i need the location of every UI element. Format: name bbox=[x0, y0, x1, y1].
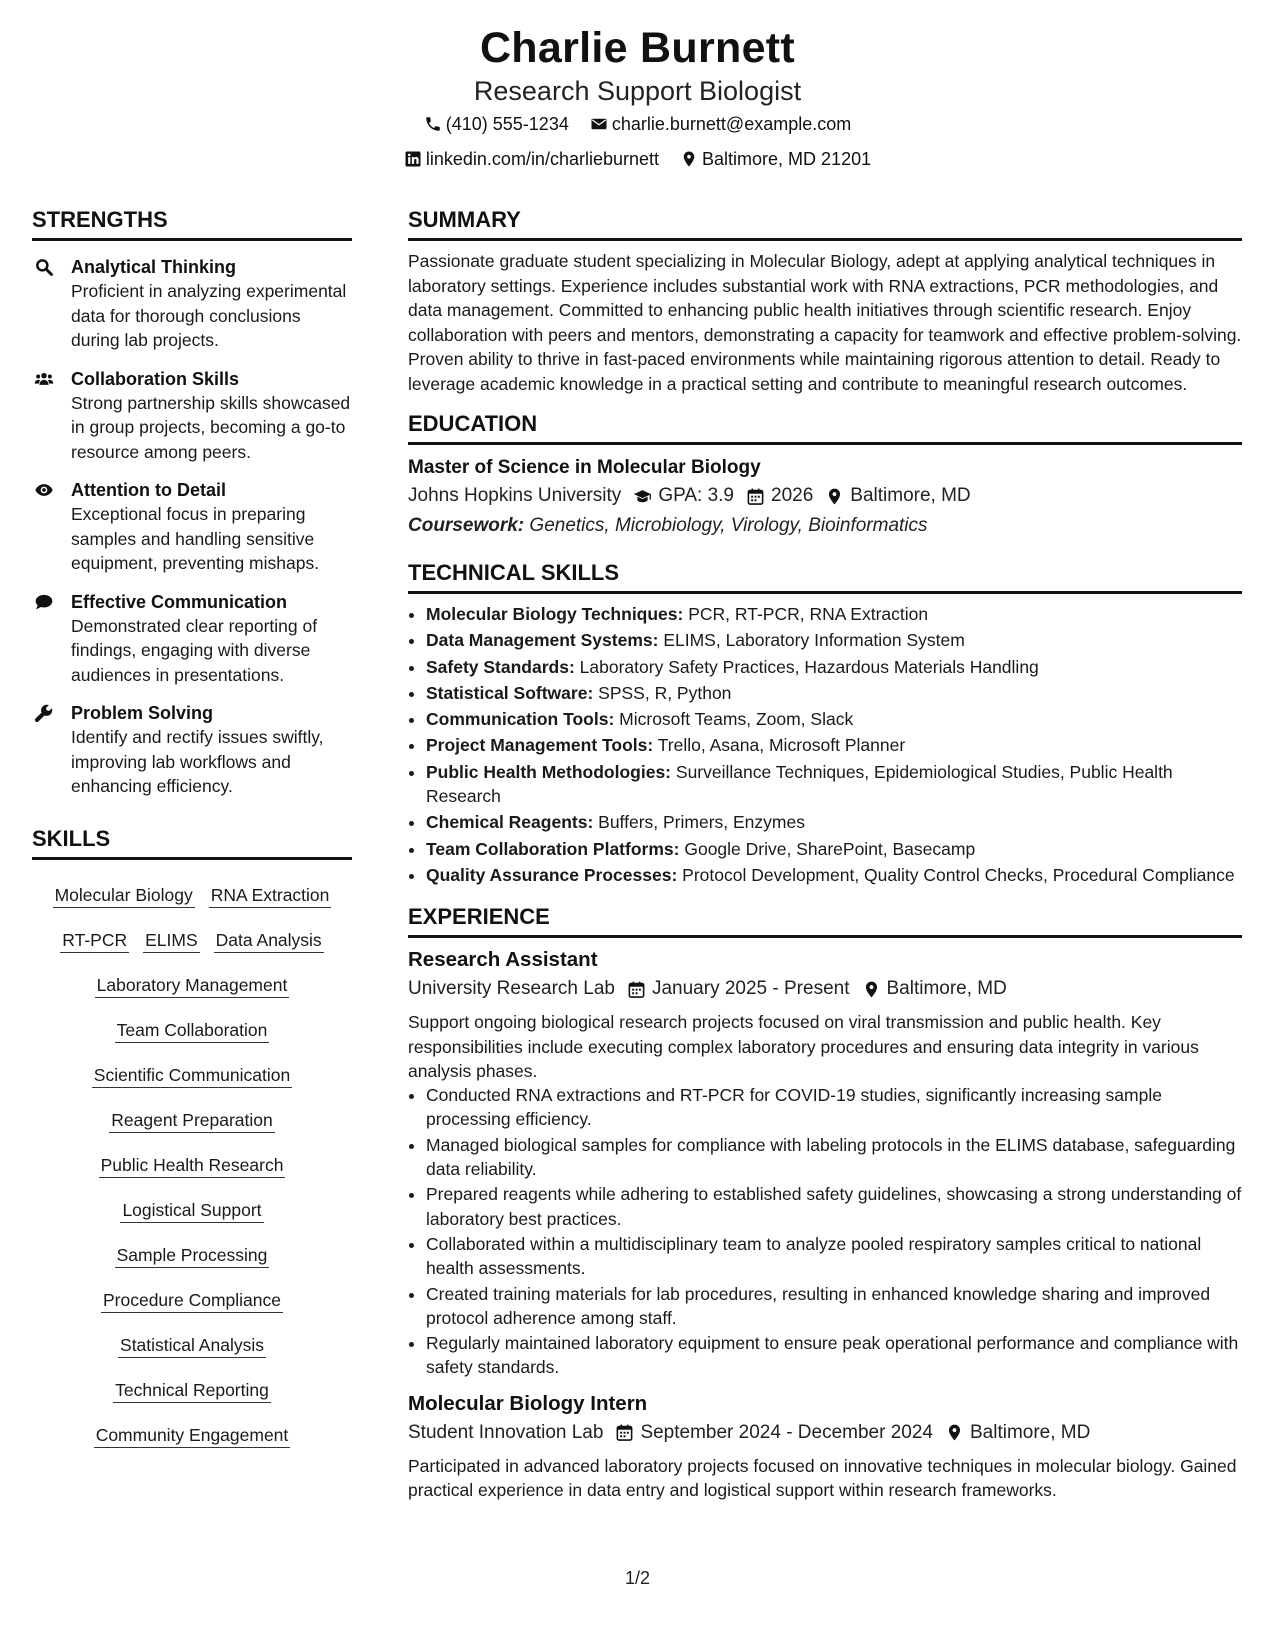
skills-row bbox=[32, 1414, 352, 1459]
job-dates: September 2024 - December 2024 bbox=[640, 1421, 933, 1443]
envelope-icon bbox=[590, 115, 608, 133]
skills-row bbox=[32, 874, 352, 919]
skills-section bbox=[32, 825, 352, 1459]
skill-category: Public Health Methodologies: bbox=[426, 761, 672, 782]
search-icon bbox=[34, 257, 54, 277]
skill-chip: Data Analysis bbox=[214, 928, 324, 953]
job-dates: January 2025 - Present bbox=[651, 978, 850, 1000]
list-item bbox=[426, 733, 1242, 757]
email-contact[interactable] bbox=[590, 108, 851, 140]
strength-desc: Identify and rectify issues swiftly, improving lab workflows and enhancing efficiency. bbox=[71, 727, 324, 796]
skills-row bbox=[32, 1099, 352, 1144]
skills-row bbox=[32, 1324, 352, 1369]
summary-heading: SUMMARY bbox=[408, 206, 1242, 241]
phone-contact[interactable] bbox=[424, 108, 569, 140]
list-item: • Prepared reagents while adhering to established safety guidelines, showcasing a strong understanding of laboratory best practices. bbox=[426, 1182, 1242, 1231]
skill-chip: ELIMS bbox=[143, 928, 200, 953]
contact-line-1 bbox=[0, 108, 1275, 143]
list-item bbox=[426, 655, 1242, 679]
skill-chip: Reagent Preparation bbox=[109, 1108, 275, 1133]
skill-values: ELIMS, Laboratory Information System bbox=[663, 630, 965, 651]
strength-item bbox=[32, 701, 352, 799]
skill-values: Google Drive, SharePoint, Basecamp bbox=[684, 838, 976, 859]
skills-heading: SKILLS bbox=[32, 825, 352, 860]
strength-title: Attention to Detail bbox=[71, 480, 226, 500]
skill-chip: Logistical Support bbox=[120, 1198, 263, 1223]
page-number: 1/2 bbox=[624, 1568, 651, 1588]
strength-desc: Demonstrated clear reporting of findings, engaging with diverse audiences in presentations. bbox=[71, 615, 318, 685]
map-marker-icon bbox=[680, 150, 698, 168]
comment-icon bbox=[34, 592, 54, 612]
skill-values: Protocol Development, Quality Control Checks, Procedural Compliance bbox=[682, 864, 1235, 885]
skill-chip: Public Health Research bbox=[99, 1153, 286, 1178]
skill-values: Surveillance Techniques, Epidemiological Studies, Public Health Research bbox=[426, 761, 1173, 807]
skills-row bbox=[32, 1054, 352, 1099]
map-marker-icon bbox=[945, 1423, 964, 1442]
gpa-text: GPA: 3.9 bbox=[658, 485, 734, 506]
school-name: Johns Hopkins University bbox=[408, 485, 622, 506]
job-entry bbox=[408, 946, 1242, 1379]
skill-category: Team Collaboration Platforms: bbox=[426, 838, 680, 859]
education-meta bbox=[408, 481, 1242, 511]
job-meta bbox=[408, 974, 1242, 1004]
job-entry bbox=[408, 1390, 1242, 1503]
contact-line-2 bbox=[0, 143, 1275, 178]
linkedin-contact[interactable] bbox=[404, 143, 659, 175]
skill-chip: Procedure Compliance bbox=[101, 1288, 283, 1313]
candidate-role: Research Support Biologist bbox=[473, 76, 802, 106]
calendar-icon bbox=[627, 980, 646, 999]
skill-category: Quality Assurance Processes: bbox=[426, 864, 678, 885]
location-contact bbox=[680, 143, 871, 175]
skill-chip: Team Collaboration bbox=[115, 1018, 270, 1043]
strength-item bbox=[32, 255, 352, 353]
phone-text: (410) 555-1234 bbox=[445, 114, 569, 134]
strength-title: Analytical Thinking bbox=[71, 257, 237, 277]
job-bullets bbox=[408, 1083, 1242, 1380]
skill-values: Buffers, Primers, Enzymes bbox=[598, 812, 805, 833]
job-org: University Research Lab bbox=[408, 978, 615, 1000]
job-meta bbox=[408, 1418, 1242, 1448]
school-location: Baltimore, MD bbox=[850, 485, 971, 506]
skills-row bbox=[32, 1009, 352, 1054]
email-text: charlie.burnett@example.com bbox=[611, 114, 852, 134]
technical-skills-section bbox=[408, 559, 1242, 887]
calendar-icon bbox=[746, 487, 765, 506]
candidate-name: Charlie Burnett bbox=[479, 24, 796, 72]
coursework-line bbox=[408, 511, 1242, 541]
technical-skills-list bbox=[408, 602, 1242, 887]
skill-values: PCR, RT-PCR, RNA Extraction bbox=[688, 604, 929, 624]
strength-title: Collaboration Skills bbox=[71, 368, 240, 389]
strength-title: Effective Communication bbox=[71, 591, 288, 612]
strength-desc: Proficient in analyzing experimental data for thorough conclusions during lab projects. bbox=[71, 281, 347, 350]
linkedin-icon bbox=[404, 150, 422, 168]
list-item bbox=[426, 681, 1242, 705]
skill-chip: Technical Reporting bbox=[113, 1378, 271, 1403]
strength-item bbox=[32, 590, 352, 688]
skill-values: Laboratory Safety Practices, Hazardous Materials Handling bbox=[579, 656, 1039, 677]
wrench-icon bbox=[34, 703, 54, 723]
skill-chip: Sample Processing bbox=[115, 1243, 270, 1268]
skill-chip: Community Engagement bbox=[94, 1423, 291, 1448]
skill-values: Microsoft Teams, Zoom, Slack bbox=[619, 709, 854, 730]
job-description: Support ongoing biological research projects focused on viral transmission and public health. Key responsibilities include executing complex laboratory procedures and ensuring data integrity in various analysis phases. bbox=[408, 1012, 1199, 1081]
skills-row bbox=[32, 1144, 352, 1189]
job-description: Participated in advanced laboratory projects focused on innovative techniques in molecular biology. Gained practical experience in data entry and logistical support within research frameworks. bbox=[408, 1455, 1237, 1501]
list-item: • Created training materials for lab procedures, resulting in enhanced knowledge sharing and improved protocol adherence among staff. bbox=[426, 1282, 1242, 1331]
technical-skills-heading: TECHNICAL SKILLS bbox=[408, 559, 1242, 594]
skill-chip: Statistical Analysis bbox=[118, 1333, 266, 1358]
location-text: Baltimore, MD 21201 bbox=[702, 149, 872, 169]
skills-row bbox=[32, 1369, 352, 1414]
experience-section bbox=[408, 903, 1242, 1502]
eye-icon bbox=[34, 480, 54, 500]
strength-desc: Strong partnership skills showcased in group projects, becoming a go-to resource among peers. bbox=[71, 392, 351, 462]
skill-category: Molecular Biology Techniques: bbox=[426, 604, 684, 624]
skill-category: Chemical Reagents: bbox=[426, 812, 594, 833]
list-item: • Regularly maintained laboratory equipment to ensure peak operational performance and compliance with safety standards. bbox=[426, 1331, 1242, 1380]
calendar-icon bbox=[615, 1423, 634, 1442]
skill-chip: Laboratory Management bbox=[95, 973, 290, 998]
skills-chips bbox=[32, 874, 352, 1459]
list-item bbox=[426, 810, 1242, 834]
experience-heading: EXPERIENCE bbox=[408, 903, 1242, 938]
summary-text: Passionate graduate student specializing in Molecular Biology, adept at applying analytical techniques in laboratory settings. Experience includes substantial work with RNA extractions, PCR methodologies, and data management. Committed to enhancing public health initiatives through scientific research. Enjoy collaboration with peers and mentors, demonstrating a capacity for teamwork and effective problem-solving. Proven ability to thrive in fast-paced environments while maintaining rigorous attention to detail. Ready to leverage academic knowledge in a practical setting and contribute to meaningful research outcomes. bbox=[408, 251, 1242, 394]
coursework-list: Genetics, Microbiology, Virology, Bioinformatics bbox=[529, 515, 928, 536]
skill-category: Communication Tools: bbox=[426, 709, 615, 730]
job-location: Baltimore, MD bbox=[886, 978, 1007, 1000]
linkedin-text: linkedin.com/in/charlieburnett bbox=[425, 149, 660, 169]
skill-values: Trello, Asana, Microsoft Planner bbox=[657, 735, 906, 756]
degree-title: Master of Science in Molecular Biology bbox=[408, 457, 761, 478]
phone-icon bbox=[424, 115, 442, 133]
skills-row bbox=[32, 1189, 352, 1234]
skill-chip: Scientific Communication bbox=[92, 1063, 292, 1088]
skill-category: Statistical Software: bbox=[426, 682, 594, 703]
users-icon bbox=[34, 369, 54, 389]
strength-desc: Exceptional focus in preparing samples and handling sensitive equipment, preventing mishaps. bbox=[71, 504, 320, 573]
skills-row bbox=[32, 1234, 352, 1279]
graduation-cap-icon bbox=[633, 487, 652, 506]
skill-category: Project Management Tools: bbox=[426, 735, 654, 756]
resume-header bbox=[0, 22, 1275, 178]
skill-category: Safety Standards: bbox=[426, 656, 575, 677]
skill-chip: Molecular Biology bbox=[53, 883, 195, 908]
education-section bbox=[408, 410, 1242, 541]
list-item bbox=[426, 837, 1242, 861]
summary-section bbox=[408, 206, 1242, 396]
list-item: • Managed biological samples for compliance with labeling protocols in the ELIMS database, safeguarding data reliability. bbox=[426, 1133, 1242, 1182]
list-item bbox=[426, 628, 1242, 652]
education-heading: EDUCATION bbox=[408, 410, 1242, 445]
graduation-year: 2026 bbox=[771, 485, 814, 506]
strength-item bbox=[32, 367, 352, 465]
strengths-section bbox=[32, 206, 352, 799]
list-item: • Collaborated within a multidisciplinary team to analyze pooled respiratory samples critical to national health assessments. bbox=[426, 1232, 1242, 1281]
list-item bbox=[426, 863, 1242, 887]
job-title: Research Assistant bbox=[408, 948, 598, 972]
skills-row bbox=[32, 1279, 352, 1324]
job-location: Baltimore, MD bbox=[970, 1421, 1091, 1443]
right-column bbox=[408, 206, 1242, 1502]
skill-values: SPSS, R, Python bbox=[598, 682, 732, 703]
strengths-heading: STRENGTHS bbox=[32, 206, 352, 241]
skills-row bbox=[32, 964, 352, 1009]
list-item bbox=[426, 602, 1242, 626]
skill-category: Data Management Systems: bbox=[426, 630, 659, 651]
list-item bbox=[426, 707, 1242, 731]
job-org: Student Innovation Lab bbox=[408, 1421, 604, 1443]
skill-chip: RT-PCR bbox=[60, 928, 129, 953]
skills-row bbox=[32, 919, 352, 964]
map-marker-icon bbox=[862, 980, 881, 999]
strength-title: Problem Solving bbox=[71, 703, 214, 723]
strength-item bbox=[32, 478, 352, 576]
list-item: • Conducted RNA extractions and RT-PCR for COVID-19 studies, significantly increasing sample processing efficiency. bbox=[426, 1083, 1242, 1132]
list-item bbox=[426, 760, 1242, 809]
map-marker-icon bbox=[825, 487, 844, 506]
coursework-label: Coursework: bbox=[408, 515, 525, 536]
left-column bbox=[32, 206, 352, 1459]
job-title: Molecular Biology Intern bbox=[408, 1391, 648, 1415]
skill-chip: RNA Extraction bbox=[209, 883, 332, 908]
